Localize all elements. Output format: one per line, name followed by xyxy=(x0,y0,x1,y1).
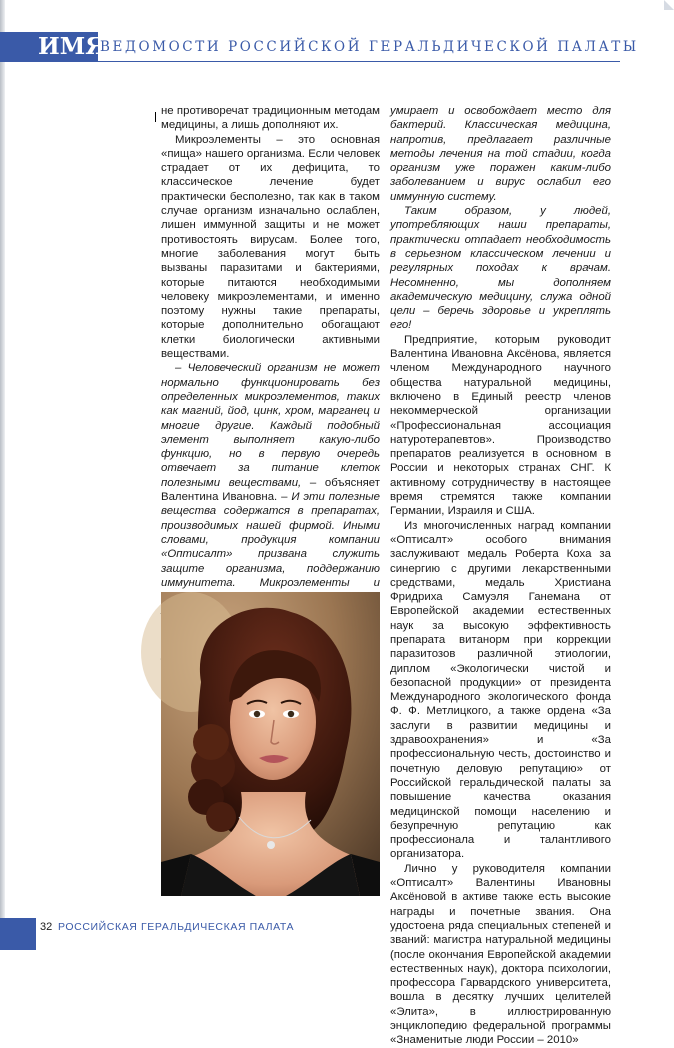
article-column-left xyxy=(161,104,380,592)
quote-paragraph: Таким образом, у людей, употребляющих наши препараты, практически отпадает необходимость в серьезном классическом лечении и регулярных походах к врачам. Несомненно, мы дополняем академическую медицину, служа одной цели – беречь здоровье и укреплять его! xyxy=(390,205,611,332)
quote-text: И эти полезные вещества содержатся в препаратах, производимых нашей фирмой. Иными словами, продукция компании «Оптисалт» призвана служить защите организма, поддержанию иммунитета. Микроэлементы и xyxy=(161,491,380,589)
attribution-text: – объясняет Валентина Ивановна. – xyxy=(161,476,380,504)
paragraph: не противоречат традиционным методам медицины, а лишь дополняют их. xyxy=(161,105,380,132)
footer-accent-bar xyxy=(0,918,36,950)
paragraph: Лично у руководителя компании «Оптисалт» Валентины Ивановны Аксёновой в активе также есть высокие награды и почетные звания. Она удостоена ряда специальных степеней и званий: магистра натуральной медицины (после окончания Европейской академии естественных наук), доктора психологии, профессора Гарвардского университета, вошла в десятку лучших целителей «Элита», в иллюстрированную энциклопедию федеральной программы «Знаменитые люди России – 2010» xyxy=(390,862,611,1047)
portrait-photo xyxy=(161,592,380,896)
page-edge xyxy=(0,0,5,950)
header-rule xyxy=(98,61,620,62)
paragraph: Из многочисленных наград компании «Оптисалт» особого внимания заслуживают медаль Роберта Коха за синергию с другими лекарственными средствами, медаль Христиана Фридриха Самуэля Ганемана от Европейской академии естественных наук за высокую эффективность препарата витаноpм при коррекции паразитозов различной этиологии, диплом «Экологически чистой и безопасной продукции» от президента Международного экологического фонда Ф. Ф. Метлицкого, а также ордена «За заслуги в развитии медицины и здравоохранения» и «За профессиональную честь, достоинство и почетную деловую репутацию» от Российской геральдической палаты за повышение качества оказания медицинской помощи населению и безупречную репутацию как профессионала и талантливого организатора. xyxy=(390,519,611,861)
article-column-right xyxy=(390,104,611,1047)
paragraph: Микроэлементы – это основная «пища» нашего организма. Если человек страдает от их дефицита, то классическое лечение будет практически бесполезно, так как в таком случае организм изначально ослаблен, лишен иммунной защиты и не может противостоять вирусам. Более того, многие заболевания могут быть вызваны паразитами и бактериями, которые питаются необходимыми человеку микроэлементами, и именно поэтому нужны такие препараты, которые дополнительно обогащают клетки биологически активными веществами. xyxy=(161,133,380,361)
page-number: 32 xyxy=(40,921,53,933)
column-marker xyxy=(155,112,156,122)
running-header xyxy=(0,32,674,62)
page-corner-fold xyxy=(664,0,674,10)
magazine-logo: ИМЯ xyxy=(38,33,106,60)
paragraph: Предприятие, которым руководит Валентина Ивановна Аксёнова, является членом Международного научного общества натуральной медицины, включено в Единый реестр членов некоммерческой организации «Профессиональная ассоциация натуротерапевтов». Производство препаратов реализуется в основном в России и некоторых странах СНГ. К активному сотрудничеству в настоящее время стремятся также компании Германии, Израиля и США. xyxy=(390,333,611,518)
quote-paragraph: умирает и освобождает место для бактерий. Классическая медицина, напротив, предлагает различные методы лечения на той стадии, когда организм уже поражен каким-либо заболеванием и вирус ослабил его иммунную систему. xyxy=(390,105,611,203)
footer-publication-title: РОССИЙСКАЯ ГЕРАЛЬДИЧЕСКАЯ ПАЛАТА xyxy=(58,921,295,933)
header-title: ВЕДОМОСТИ РОССИЙСКОЙ ГЕРАЛЬДИЧЕСКОЙ ПАЛАТЫ xyxy=(100,39,639,55)
quote-text: – Человеческий организм не может нормально функционировать без определенных микроэлементов, таких как магний, йод, цинк, хром, марганец и многие другие. Каждый подобный элемент выполняет какую-либо функцию, но в первую очередь отвечает за питание клеток полезными веществами, xyxy=(161,362,380,489)
